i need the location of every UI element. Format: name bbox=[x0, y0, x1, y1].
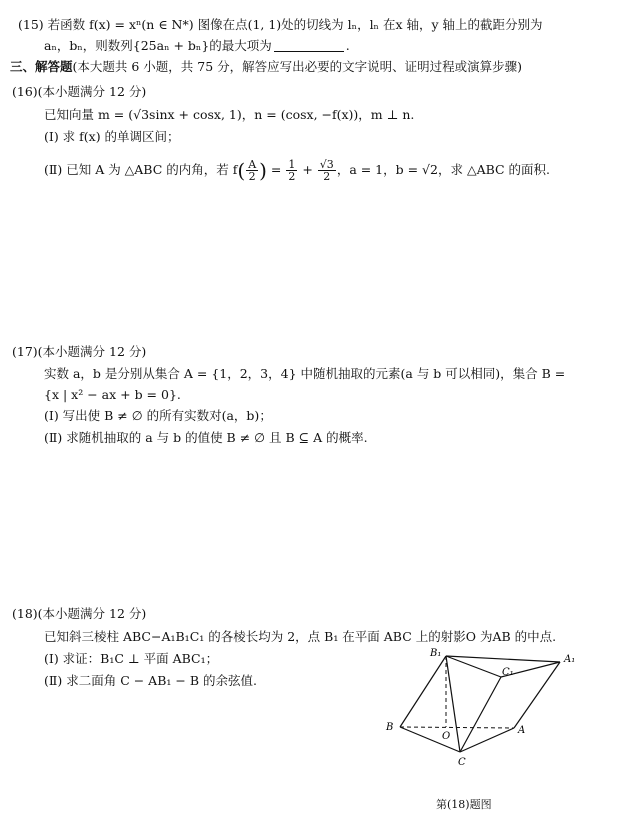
label-A: A bbox=[518, 725, 526, 736]
edge-BC bbox=[400, 727, 460, 752]
q16-part1: (Ⅰ) 求 f(x) 的单调区间； bbox=[44, 129, 180, 144]
q16-part2-end: ，a = 1，b = √2，求 △ABC 的面积. bbox=[336, 162, 551, 177]
answer-blank bbox=[274, 39, 344, 52]
q15-line2-end: . bbox=[345, 38, 350, 53]
fraction-root3-half: $\frac{√3}{2}$ bbox=[319, 158, 334, 183]
q17-part2: (Ⅱ) 求随机抽取的 a 与 b 的值使 B ≠ ∅ 且 B ⊆ A 的概率. bbox=[44, 430, 368, 445]
label-A1: A₁ bbox=[564, 654, 576, 665]
q15-line2 bbox=[44, 38, 350, 54]
q17-header: (17)(本小题满分 12 分) bbox=[12, 344, 147, 359]
q15-line2-text: aₙ，bₙ，则数列{25aₙ + bₙ}的最大项为 bbox=[44, 38, 272, 53]
q17-line1: 实数 a，b 是分别从集合 A = {1，2，3，4} 中随机抽取的元素(a 与 b 可以相同)，集合 B = bbox=[44, 366, 566, 381]
fraction-a-over-2: $\frac{A}{2}$ bbox=[248, 158, 257, 183]
edge-B1A1 bbox=[446, 656, 560, 662]
q16-part2: (Ⅱ) 已知 A 为 △ABC 的内角，若 f( $\frac{A}{2}$ ) = $\frac{1}{2}$ + $\frac{√3}{2}$ ，a = 1，b = √2，求 △ABC 的面积. bbox=[44, 158, 551, 183]
q16-part2-text: (Ⅱ) 已知 A 为 △ABC 的内角，若 f bbox=[44, 162, 238, 177]
label-B1: B₁ bbox=[430, 648, 442, 659]
edge-BB1 bbox=[400, 656, 446, 727]
q15-line1: (15) 若函数 f(x) = xⁿ(n ∈ N*) 图像在点(1, 1)处的切线为 lₙ，lₙ 在x 轴，y 轴上的截距分别为 bbox=[18, 17, 543, 32]
edge-CC1 bbox=[460, 677, 501, 752]
section-desc: (本大题共 6 小题，共 75 分，解答应写出必要的文字说明、证明过程或演算步骤) bbox=[72, 59, 523, 74]
section-header bbox=[10, 59, 522, 75]
edge-B1C1 bbox=[446, 656, 501, 677]
q16-header: (16)(本小题满分 12 分) bbox=[12, 84, 147, 99]
edge-BA-hidden bbox=[400, 727, 514, 728]
fraction-one-half: $\frac{1}{2}$ bbox=[288, 158, 296, 183]
q18-part2: (Ⅱ) 求二面角 C − AB₁ − B 的余弦值. bbox=[44, 673, 257, 688]
q18-header: (18)(本小题满分 12 分) bbox=[12, 606, 147, 621]
prism-figure bbox=[378, 640, 598, 790]
edge-CA bbox=[460, 728, 514, 752]
q18-part1: (Ⅰ) 求证：B₁C ⊥ 平面 ABC₁； bbox=[44, 651, 219, 666]
q17-part1: (Ⅰ) 写出使 B ≠ ∅ 的所有实数对(a，b)； bbox=[44, 408, 272, 423]
q16-line1: 已知向量 m = (√3sinx + cosx, 1)，n = (cosx, −f(x))，m ⊥ n. bbox=[44, 107, 415, 122]
label-C: C bbox=[458, 757, 466, 768]
label-C1: C₁ bbox=[502, 667, 514, 678]
label-B: B bbox=[386, 722, 394, 733]
section-title: 三、解答题 bbox=[10, 59, 73, 74]
q17-line2: {x | x² − ax + b = 0}. bbox=[44, 387, 181, 402]
label-O: O bbox=[442, 731, 451, 742]
figure-caption: 第(18)题图 bbox=[436, 798, 492, 811]
q18-line1: 已知斜三棱柱 ABC−A₁B₁C₁ 的各棱长均为 2，点 B₁ 在平面 ABC 上的射影O 为AB 的中点. bbox=[44, 629, 557, 644]
